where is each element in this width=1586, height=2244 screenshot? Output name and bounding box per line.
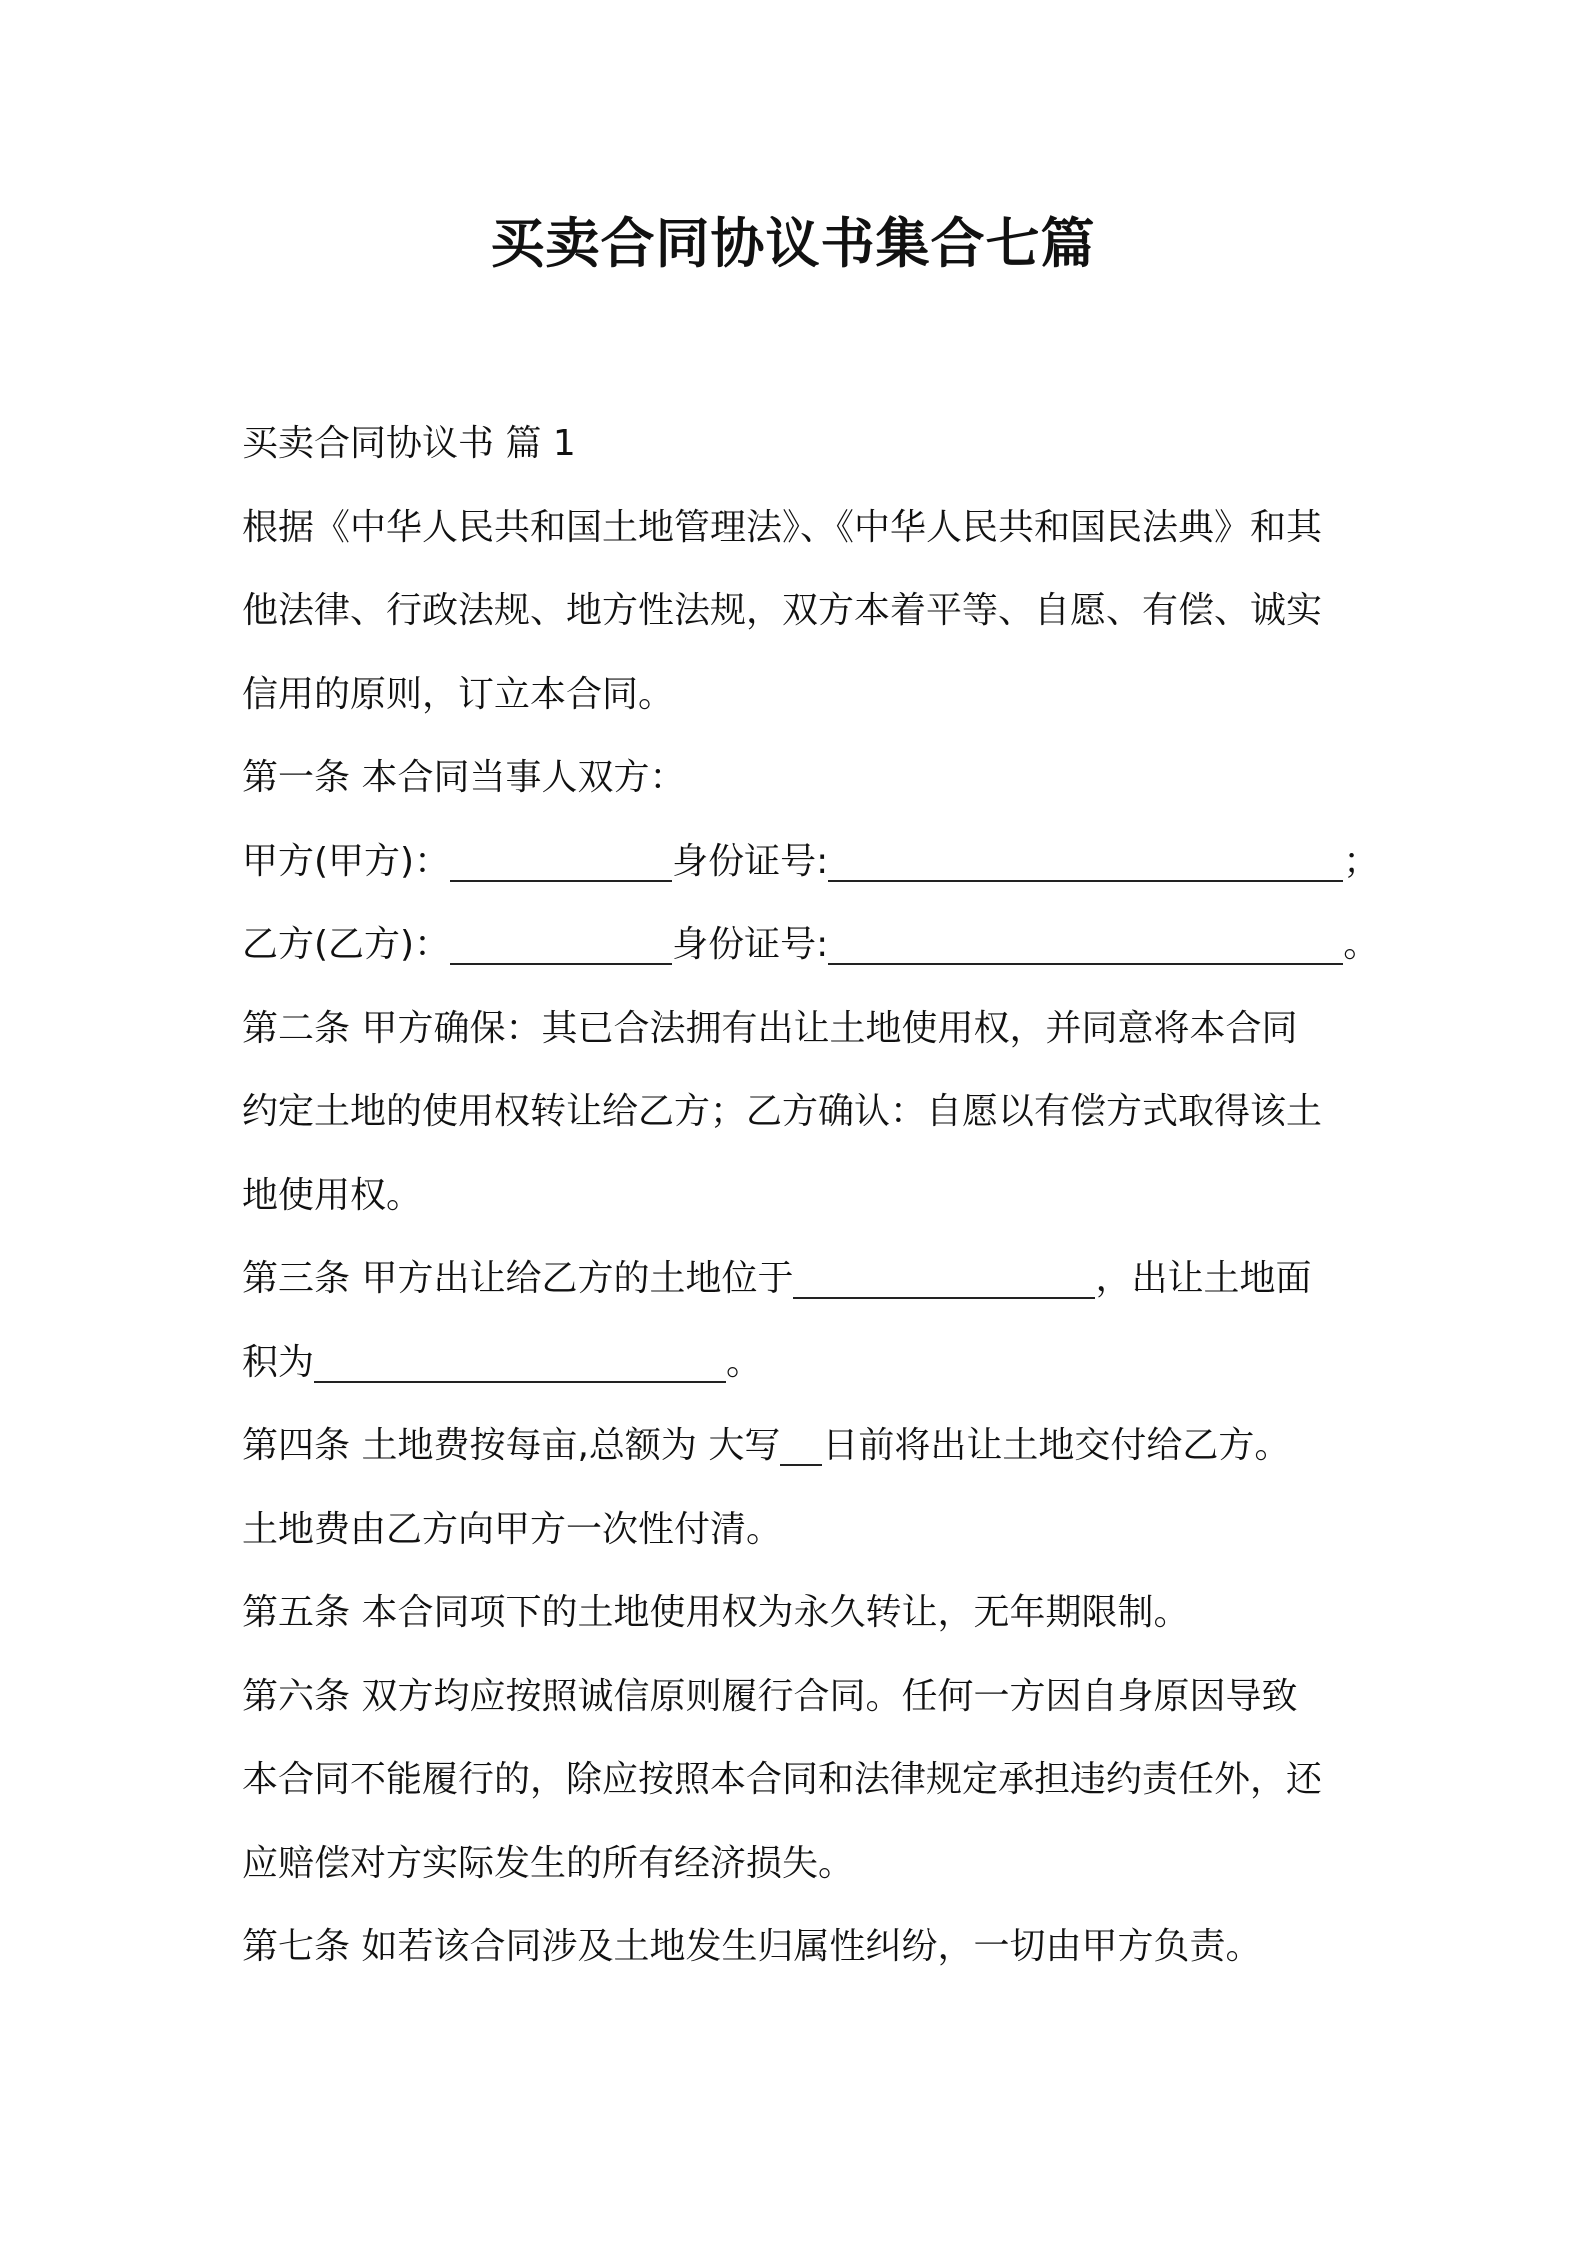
document-title: 买卖合同协议书集合七篇 [490, 212, 1096, 275]
article-2-line: 第二条 甲方确保：其已合法拥有出让土地使用权，并同意将本合同 [242, 1007, 1298, 1049]
party-a-label: 甲方(甲方)： [242, 840, 451, 882]
party-a-line [242, 820, 1380, 904]
party-b-label: 乙方(乙方)： [242, 924, 451, 965]
party-b-end-punct: 。 [1343, 924, 1380, 965]
article-6-line: 第六条 双方均应按照诚信原则履行合同。任何一方因自身原因导致 [242, 1675, 1298, 1717]
land-area-label: 积为 [242, 1341, 315, 1383]
section-heading: 买卖合同协议书 篇 1 [242, 423, 576, 464]
party-a-end-punct: ； [1343, 840, 1380, 882]
party-a-name-blank [450, 840, 672, 882]
document-body [242, 402, 1380, 1989]
party-a-id-label: 身份证号: [672, 840, 829, 882]
article-4-line [242, 1404, 1362, 1488]
article-7-line: 第七条 如若该合同涉及土地发生归属性纠纷，一切由甲方负责。 [242, 1926, 1262, 1967]
article-4-text: 第四条 土地费按每亩,总额为 大写 [242, 1425, 781, 1466]
article-3-text-2: ，出让土地面 [1095, 1258, 1312, 1299]
article-3-text: 第三条 甲方出让给乙方的土地位于 [242, 1258, 794, 1299]
article-2-line: 地使用权。 [242, 1174, 423, 1216]
article-3-line [242, 1321, 1362, 1405]
article-4-line: 土地费由乙方向甲方一次性付清。 [242, 1508, 783, 1550]
paragraph-line: 他法律、行政法规、地方性法规，双方本着平等、自愿、有偿、诚实 [242, 590, 1323, 631]
paragraph-line: 信用的原则，订立本合同。 [242, 673, 675, 715]
article-6-line: 应赔偿对方实际发生的所有经济损失。 [242, 1842, 855, 1884]
article-5-line: 第五条 本合同项下的土地使用权为永久转让，无年期限制。 [242, 1592, 1190, 1633]
party-b-id-label: 身份证号: [672, 924, 829, 965]
party-a-id-blank [828, 840, 1343, 882]
party-b-name-blank [450, 923, 672, 965]
article-4-text-2: 日前将出让土地交付给乙方。 [822, 1425, 1291, 1466]
land-location-blank [793, 1257, 1095, 1299]
article-2-line: 约定土地的使用权转让给乙方；乙方确认：自愿以有偿方式取得该土 [242, 1091, 1323, 1132]
article-6-line: 本合同不能履行的，除应按照本合同和法律规定承担违约责任外，还 [242, 1759, 1323, 1800]
amount-blank [780, 1424, 822, 1466]
paragraph-line: 根据《中华人民共和国土地管理法》、《中华人民共和国民法典》和其 [242, 506, 1323, 548]
land-area-blank [314, 1341, 726, 1383]
article-1-line: 第一条 本合同当事人双方： [242, 757, 686, 798]
party-b-line [242, 903, 1380, 987]
land-area-end-punct: 。 [726, 1341, 763, 1383]
article-3-line [242, 1237, 1362, 1321]
party-b-id-blank [828, 923, 1343, 965]
